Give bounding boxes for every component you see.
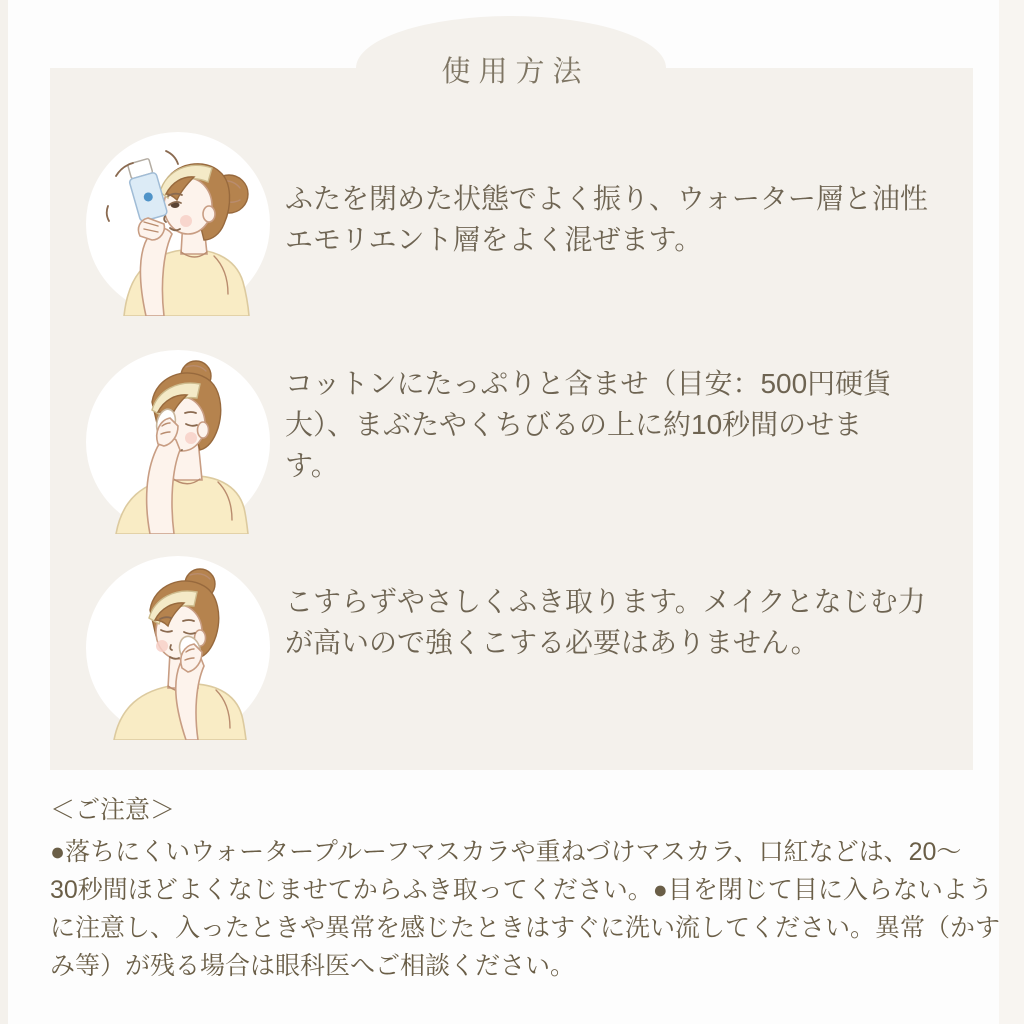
step1-text (285, 178, 928, 260)
page-title: 使用方法 (441, 56, 590, 88)
caution-heading: ＜ご注意＞ (50, 796, 176, 824)
step2-text-line: 大）、まぶたやくちびるの上に約10秒間のせま (285, 409, 863, 440)
caution-body (50, 833, 1010, 985)
shake-bottle-illustration (86, 132, 270, 316)
step3-text-line: こすらずやさしくふき取ります。メイクとなじむ力 (285, 586, 926, 617)
step2-text-line: す。 (285, 450, 339, 481)
step3-text-line: が高いので強くこする必要はありません。 (285, 627, 819, 658)
step1-illustration-circle (86, 132, 270, 316)
caution-line: に注意し、入ったときや異常を感じたときはすぐに洗い流してください。異常（かす (50, 914, 1001, 942)
step1-text-line: エモリエント層をよく混ぜます。 (285, 224, 703, 255)
usage-instructions-card (50, 56, 973, 770)
wipe-off-illustration (86, 556, 270, 740)
caution-line: み等）が残る場合は眼科医へご相談ください。 (50, 952, 576, 980)
step3-illustration-circle (86, 556, 270, 740)
caution-line: ●落ちにくいウォータープルーフマスカラや重ねづけマスカラ、口紅などは、20〜 (50, 838, 962, 866)
caution-section (50, 795, 1010, 985)
caution-line: 30秒間ほどよくなじませてからふき取ってください。●目を閉じて目に入らないよう (50, 876, 993, 904)
left-edge-strip (0, 0, 8, 1024)
cotton-on-eyelid-illustration (86, 350, 270, 534)
step3-text (285, 581, 926, 663)
step2-text (285, 363, 891, 486)
step1-text-line: ふたを閉めた状態でよく振り、ウォーター層と油性 (285, 183, 928, 214)
step2-text-line: コットンにたっぷりと含ませ（目安：500円硬貨 (285, 368, 892, 399)
step2-illustration-circle (86, 350, 270, 534)
